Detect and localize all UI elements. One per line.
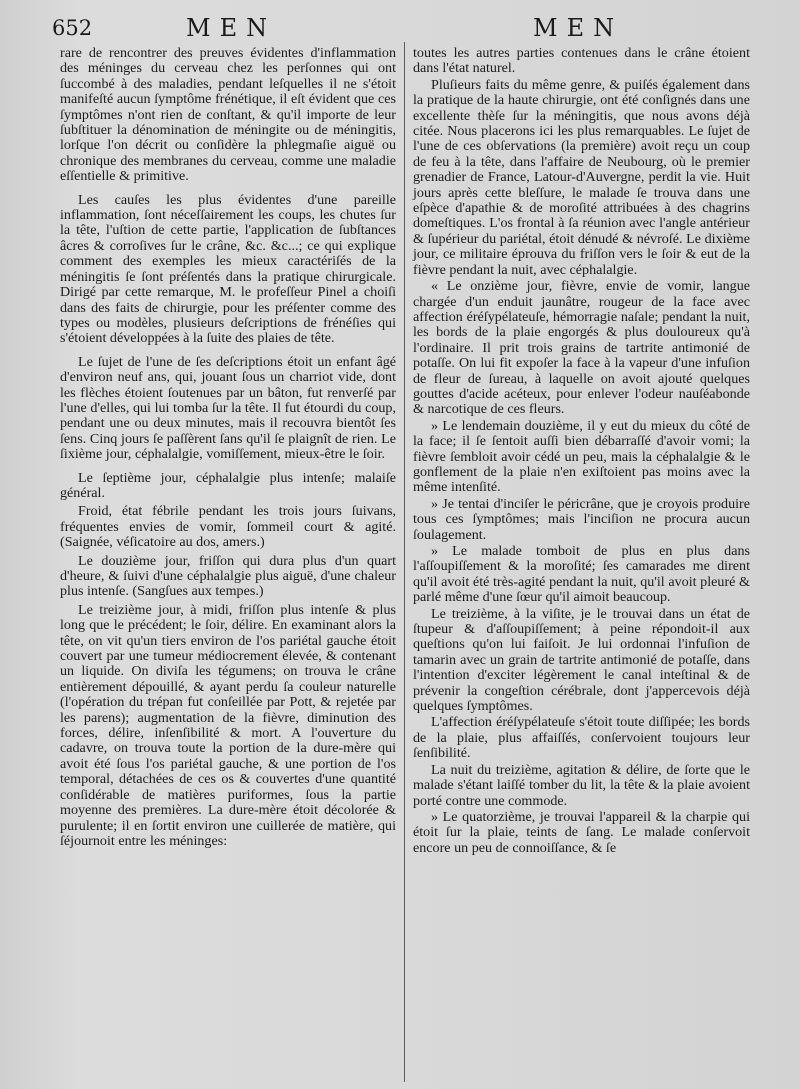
paragraph: Froid, état fébrile pendant les trois jours ſuivans, fréquentes envies de vomir, ſommeil court & agité. (Saignée, véſicatoire au dos, amers.) xyxy=(60,503,396,551)
page-number: 652 xyxy=(52,16,93,40)
page-header xyxy=(0,12,800,46)
paragraph: » Le quatorzième, je trouvai l'appareil & la charpie qui étoit ſur la plaie, teints de ſang. Le malade conſervoit encore un peu de connoiſſance, & ſe xyxy=(413,808,750,856)
running-head-right: MEN xyxy=(533,14,624,42)
running-head-left: MEN xyxy=(186,14,277,42)
paragraph: Le treizième, à la viſite, je le trouvai dans un état de ſtupeur & d'aſſoupiſſement; à peine répondoit-il aux queſtions qu'on lui faiſoit. Je lui ordonnai l'infuſion de tamarin avec un grain de tartrite antimonié de potaſſe, dans l'intention d'exciter légèrement le canal inteſtinal & de prévenir la congeſtion cérébrale, dont j'appercevois déjà quelques ſymptômes. xyxy=(413,605,750,715)
left-column xyxy=(60,46,396,857)
column-divider xyxy=(404,42,405,1082)
paragraph: Le ſujet de l'une de ſes deſcriptions étoit un enfant âgé d'environ neuf ans, qui, jouant ſous un charriot vide, dont les flèches étoient ſoutenues par un bâton, fut renverſé par l'une d'elles, qui lui tomba ſur la tête. Il fut étourdi du coup, pendant une ou deux minutes, mais il recouvra bientôt ſes ſens. Cinq jours ſe paſſèrent ſans qu'il ſe plaignît de rien. Le ſixième jour, céphalalgie, vomiſſement, mieux-être le ſoir. xyxy=(60,353,396,463)
paragraph: Pluſieurs faits du même genre, & puiſés également dans la pratique de la haute chirurgie, ont été conſignés dans une excellente thèſe ſur la méningitis, que nous avons déjà citée. Nous placerons ici les plus remarquables. Le ſujet de l'une de ces obſervations (la première) avoit reçu un coup de feu à la tête, dans l'affaire de Neubourg, où le premier grenadier de France, Latour-d'Auvergne, perdit la vie. Huit jours après cette bleſſure, le malade ſe trouva dans une eſpèce d'apathie & de moroſité attribuées à des chagrins domeſtiques. L'os frontal à ſa réunion avec l'angle antérieur & ſupérieur du pariétal, étoit dénudé & névroſé. Le dixième jour, ce militaire éprouva du friſſon vers le ſoir & eut de la fièvre pendant la nuit, avec céphalalgie. xyxy=(413,76,750,278)
paragraph: Le treizième jour, à midi, friſſon plus intenſe & plus long que le précédent; le ſoir, délire. En examinant alors la tête, on vit qu'un tiers environ de l'os pariétal gauche étoit couvert par une tumeur médiocrement élevée, & contenant un liquide. On diviſa les tégumens; on trouva le crâne entièrement dépouillé, & ayant perdu ſa couleur naturelle (l'opération du trépan fut conſeillée par Pott, & rejetée par les parens); augmentation de la fièvre, diminution des forces, délire, inſenſibilité & mort. A l'ouverture du cadavre, on trouva toute la portion de la dure-mère qui avoit été ſous l'os pariétal gauche, & une portion de l'os temporal, détachées de ces os & couvertes d'une quantité conſidérable de matières puriformes, ſous la partie moyenne des premières. La dure-mère étoit décolorée & purulente; il en ſortit environ une cuillerée de matière, qui ſéjournoit entre les méninges: xyxy=(60,601,396,849)
paragraph: « Le onzième jour, fièvre, envie de vomir, langue chargée d'un enduit jaunâtre, rougeur de la face avec affection éréſypélateuſe, hémorragie naſale; pendant la nuit, les bords de la plaie engorgés & plus douloureux qu'à l'ordinaire. Il prit trois grains de tartrite antimonié de potaſſe. On lui fit expoſer la face à la vapeur d'une infuſion de fleur de ſureau, à laquelle on avoit ajouté quelques gouttes d'acide acéteux, pour enlever l'odeur nauſéabonde & narcotique de ces fleurs. xyxy=(413,278,750,418)
right-column xyxy=(413,46,750,857)
paragraph: toutes les autres parties contenues dans le crâne étoient dans l'état naturel. xyxy=(413,45,750,77)
paragraph: » Le malade tomboit de plus en plus dans l'aſſoupiſſement & la moroſité; ſes camarades me dirent qu'il avoit été très-agité pendant la nuit, qu'il avoit pleuré & parlé même d'une ſœur qu'il aimoit beaucoup. xyxy=(413,543,750,606)
paragraph: Le ſeptième jour, céphalalgie plus intenſe; malaiſe général. xyxy=(60,469,396,501)
paragraph: » Je tentai d'inciſer le péricrâne, que je croyois produire tous ces ſymptômes; mais l'inciſion ne procura aucun ſoulagement. xyxy=(413,495,750,543)
paragraph: rare de rencontrer des preuves évidentes d'inflammation des méninges du cerveau chez les perſonnes qui ont ſuccombé à des maladies, pendant leſquelles il ne s'étoit manifeſté aucun ſymptôme frénétique, il eſt évident que ces ſymptômes n'ont rien de conſtant, & qu'il importe de leur ſubſtituer la dénomination de méningite ou de méningitis, lorſque l'on décrit ou conſidère la phlegmaſie aiguë ou chronique des membranes du cerveau, comme une maladie eſſentielle & primitive. xyxy=(60,45,396,185)
paragraph: » Le lendemain douzième, il y eut du mieux du côté de la face; il ſe ſentoit auſſi bien débarraſſé d'avoir vomi; la fièvre ſembloit avoir cédé un peu, mais la céphalalgie & le gonflement de la plaie n'en exiſtoient pas moins avec la même intenſité. xyxy=(413,417,750,496)
paragraph: L'affection éréſypélateuſe s'étoit toute diſſipée; les bords de la plaie, plus affaiſſés, conſervoient toujours leur ſenſibilité. xyxy=(413,714,750,762)
paragraph: Les cauſes les plus évidentes d'une pareille inflammation, ſont néceſſairement les coups, les chutes ſur la tête, l'uſtion de cette partie, l'application de ſubſtances âcres & corroſives ſur le crâne, &c. &c...; ce qui explique comment des exemples les mieux caractériſés de la méningitis ſe ſont préſentés dans la pratique chirurgicale. Dirigé par cette remarque, M. le profeſſeur Pinel a choiſi dans des faits de chirurgie, pour les préſenter comme des types ou modèles, plusieurs deſcriptions de frénéſies qui s'étoient développées à la ſuite des plaies de tête. xyxy=(60,191,396,347)
paragraph: La nuit du treizième, agitation & délire, de ſorte que le malade s'étant laiſſé tomber du lit, la tête & la plaie avoient porté contre une commode. xyxy=(413,761,750,809)
paragraph: Le douzième jour, friſſon qui dura plus d'un quart d'heure, & ſuivi d'une céphalalgie plus aiguë, d'une chaleur plus intenſe. (Sangſues aux tempes.) xyxy=(60,552,396,600)
